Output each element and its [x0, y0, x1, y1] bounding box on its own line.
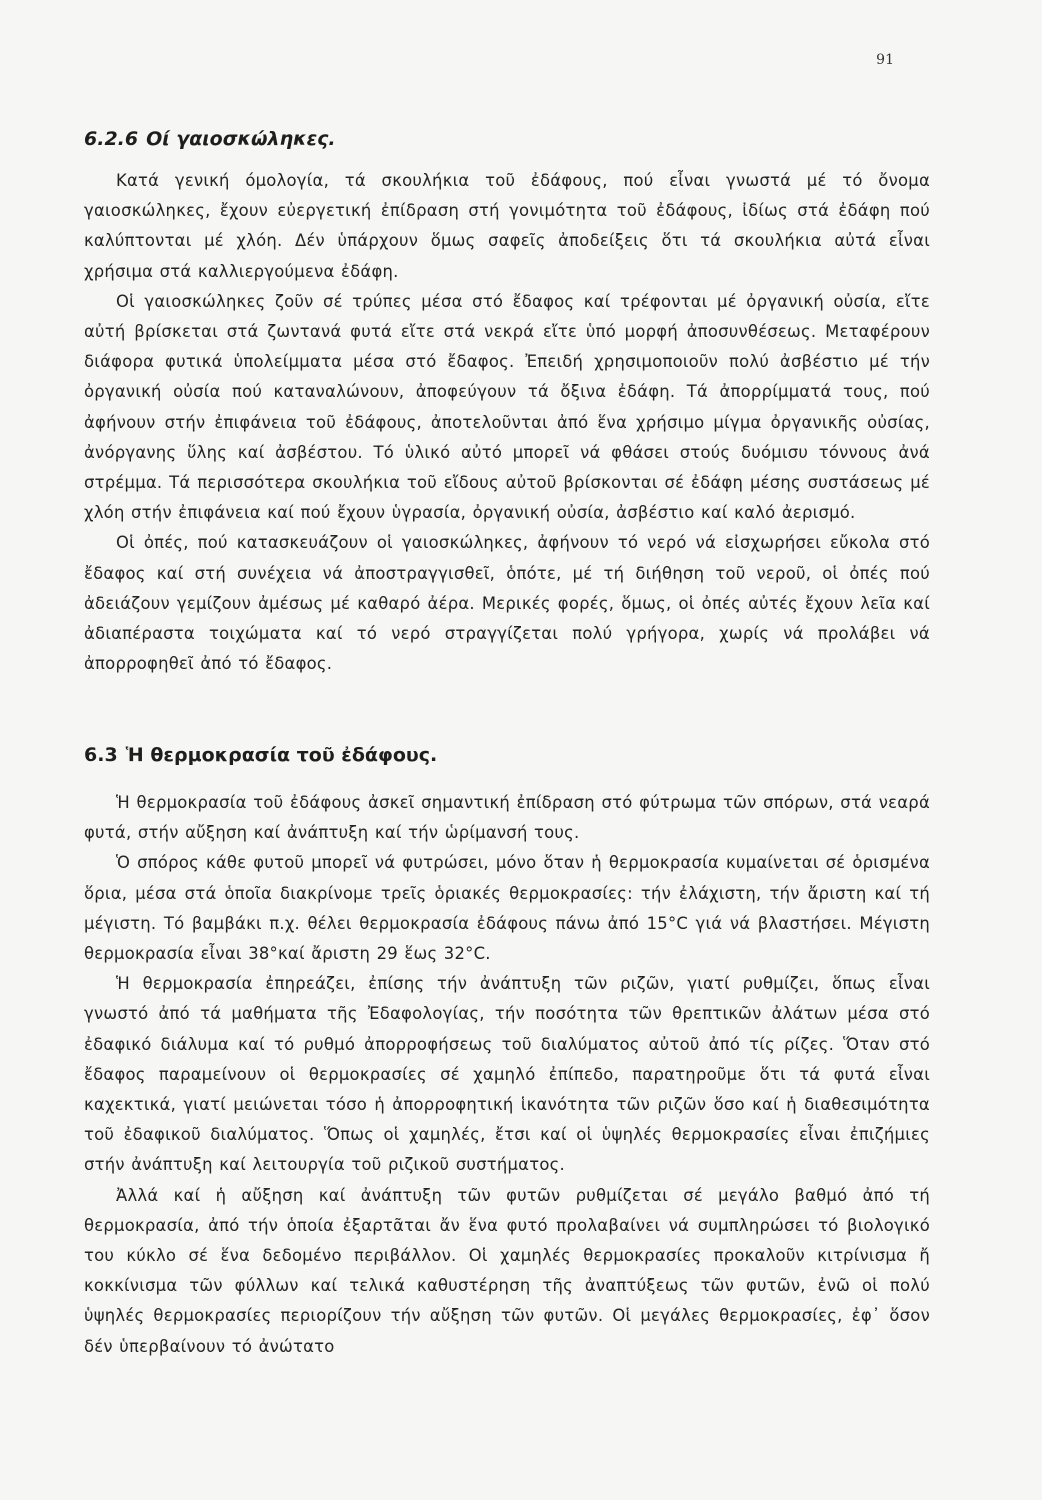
- paragraph: Ὁ σπόρος κάθε φυτοῦ μπορεῖ νά φυτρώσει, μόνο ὅταν ἡ θερμοκρασία κυμαίνεται σέ ὁρισμένα ὅρια, μέσα στά ὁποῖα διακρίνομε τρεῖς ὁριακές θερμοκρασίες: τήν ἐλάχιστη, τήν ἄριστη καί τή μέγιστη. Τό βαμβάκι π.χ. θέλει θερμοκρασία ἐδάφους πάνω ἀπό 15°C γιά νά βλαστήσει. Μέγιστη θερμοκρασία εἶναι 38°καί ἄριστη 29 ἕως 32°C.: [84, 853, 930, 964]
- paragraph: Οἱ γαιοσκώληκες ζοῦν σέ τρύπες μέσα στό ἔδαφος καί τρέφονται μέ ὀργανική οὐσία, εἴτε αὐτή βρίσκεται στά ζωντανά φυτά εἴτε στά νεκρά εἴτε ὑπό μορφή ἀποσυνθέσεως. Μεταφέρουν διάφορα φυτικά ὑπολείμματα μέσα στό ἔδαφος. Ἐπειδή χρησιμοποιοῦν πολύ ἀσβέστιο μέ τήν ὀργανική οὐσία πού καταναλώνουν, ἀποφεύγουν τά ὄξινα ἐδάφη. Τά ἀπορρίμματά τους, πού ἀφήνουν στήν ἐπιφάνεια τοῦ ἐδάφους, ἀποτελοῦνται ἀπό ἕνα χρήσιμο μίγμα ὀργανικῆς οὐσίας, ἀνόργανης ὕλης καί ἀσβέστου. Τό ὑλικό αὐτό μπορεῖ νά φθάσει στούς δυόμισυ τόννους ἀνά στρέμμα. Τά περισσότερα σκουλήκια τοῦ εἴδους αὐτοῦ βρίσκονται σέ ἐδάφη μέσης συστάσεως μέ χλόη στήν ἐπιφάνεια καί πού ἔχουν ὑγρασία, ὀργανική οὐσία, ἀσβέστιο καί καλό ἀερισμό.: [84, 291, 930, 523]
- paragraph: Ἡ θερμοκρασία ἐπηρεάζει, ἐπίσης τήν ἀνάπτυξη τῶν ριζῶν, γιατί ρυθμίζει, ὅπως εἶναι γνωστό ἀπό τά μαθήματα τῆς Ἐδαφολογίας, τήν ποσότητα τῶν θρεπτικῶν ἀλάτων μέσα στό ἐδαφικό διάλυμα καί τό ρυθμό ἀπορροφήσεως τοῦ διαλύματος αὐτοῦ ἀπό τίς ρίζες. Ὅταν στό ἔδαφος παραμείνουν οἱ θερμοκρασίες σέ χαμηλό ἐπίπεδο, παρατηροῦμε ὅτι τά φυτά εἶναι καχεκτικά, γιατί μειώνεται τόσο ἡ ἀπορροφητική ἱκανότητα τῶν ριζῶν ὅσο καί ἡ διαθεσιμότητα τοῦ ἐδαφικοῦ διαλύματος. Ὅπως οἱ χαμηλές, ἔτσι καί οἱ ὑψηλές θερμοκρασίες εἶναι ἐπιζήμιες στήν ἀνάπτυξη καί λειτουργία τοῦ ριζικοῦ συστήματος.: [84, 974, 930, 1175]
- page-number: 91: [876, 52, 894, 68]
- section-number: 6.3: [84, 744, 118, 766]
- section-soil-temperature: [84, 744, 930, 1362]
- section-title: Ἡ θερμοκρασία τοῦ ἐδάφους.: [125, 744, 438, 766]
- paragraph: Κατά γενική όμολογία, τά σκουλήκια τοῦ ἐδάφους, πού εἶναι γνωστά μέ τό ὄνομα γαιοσκώληκες, ἔχουν εὐεργετική ἐπίδραση στή γονιμότητα τοῦ ἐδάφους, ἰδίως στά ἐδάφη πού καλύπτονται μέ χλόη. Δέν ὑπάρχουν ὅμως σαφεῖς ἀποδείξεις ὅτι τά σκουλήκια αὐτά εἶναι χρήσιμα στά καλλιεργούμενα ἐδάφη.: [84, 171, 930, 281]
- section-number: 6.2.6: [84, 128, 139, 150]
- paragraph: Οἱ ὀπές, πού κατασκευάζουν οἱ γαιοσκώληκες, ἀφήνουν τό νερό νά εἰσχωρήσει εὔκολα στό ἔδαφος καί στή συνέχεια νά ἀποστραγγισθεῖ, ὁπότε, μέ τή διήθηση τοῦ νεροῦ, οἱ ὀπές πού ἀδειάζουν γεμίζουν ἀμέσως μέ καθαρό ἀέρα. Μερικές φορές, ὅμως, οἱ ὀπές αὐτές ἔχουν λεῖα καί ἀδιαπέραστα τοιχώματα καί τό νερό στραγγίζεται πολύ γρήγορα, χωρίς νά προλάβει νά ἀπορροφηθεῖ ἀπό τό ἔδαφος.: [84, 533, 930, 674]
- paragraph: Ἀλλά καί ἡ αὔξηση καί ἀνάπτυξη τῶν φυτῶν ρυθμίζεται σέ μεγάλο βαθμό ἀπό τή θερμοκρασία, ἀπό τήν ὁποία ἐξαρτᾶται ἄν ἕνα φυτό προλαβαίνει νά συμπληρώσει τό βιολογικό του κύκλο σέ ἕνα δεδομένο περιβάλλον. Οἱ χαμηλές θερμοκρασίες προκαλοῦν κιτρίνισμα ἤ κοκκίνισμα τῶν φύλλων καί τελικά καθυστέρηση τῆς ἀναπτύξεως τῶν φυτῶν, ἐνῶ οἱ πολύ ὑψηλές θερμοκρασίες περιορίζουν τήν αὔξηση τῶν φυτῶν. Οἱ μεγάλες θερμοκρασίες, ἐφ᾽ ὅσον δέν ὑπερβαίνουν τό ἀνώτατο: [84, 1185, 930, 1356]
- section-heading: [84, 128, 930, 150]
- section-title: Οί γαιοσκώληκες.: [146, 128, 336, 150]
- section-heading: [84, 744, 930, 766]
- paragraph: Ἡ θερμοκρασία τοῦ ἐδάφους ἀσκεῖ σημαντική ἐπίδραση στό φύτρωμα τῶν σπόρων, στά νεαρά φυτά, στήν αὔξηση καί ἀνάπτυξη καί τήν ὡρίμανσή τους.: [84, 793, 930, 843]
- section-earthworms: [84, 128, 930, 679]
